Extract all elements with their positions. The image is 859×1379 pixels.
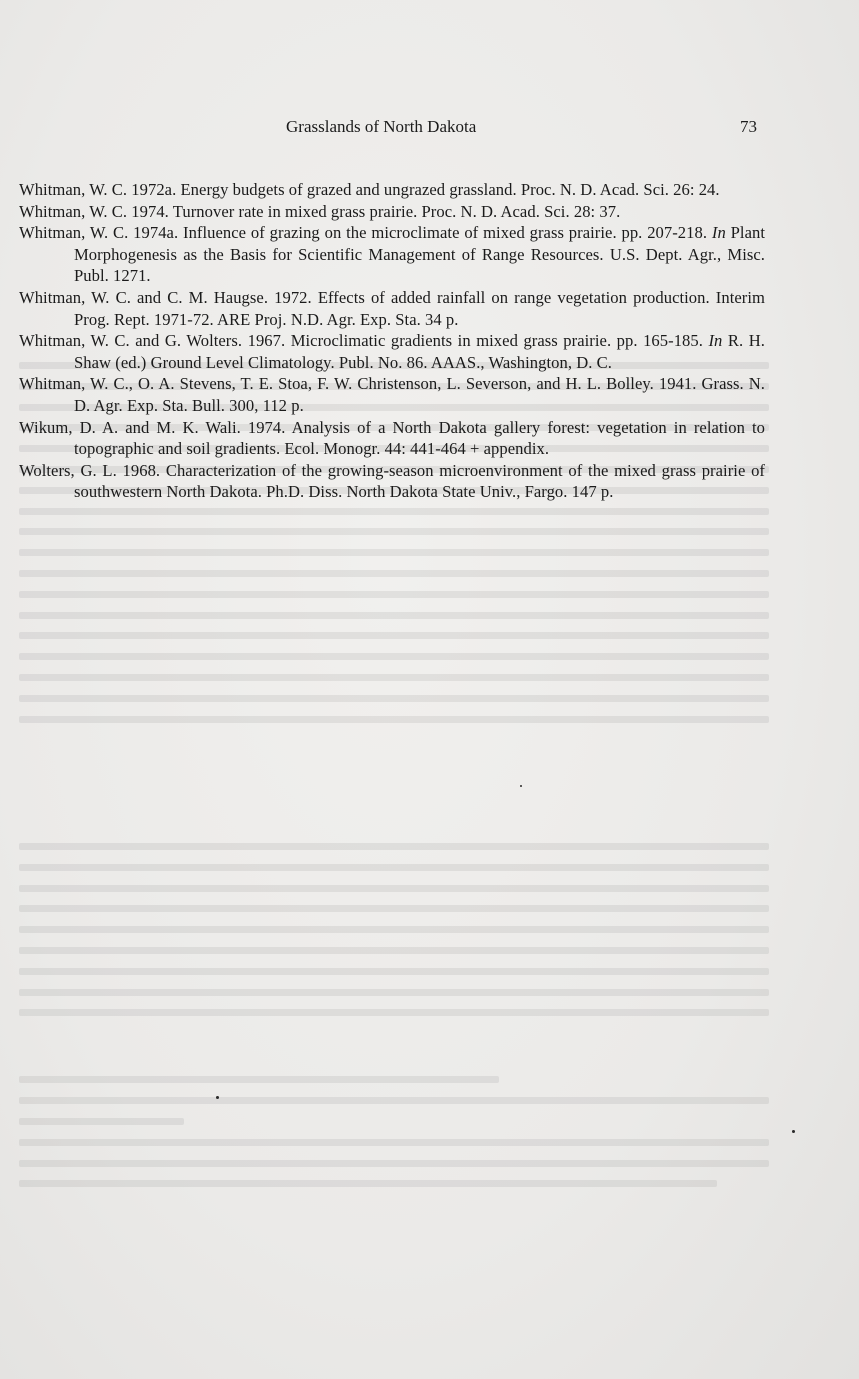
reference-text: Whitman, W. C., O. A. Stevens, T. E. Stoa, F. W. Christenson, L. Severson, and H. L. Bolley. 1941. Grass. N. D. Agr. Exp. Sta. Bull. 300, 112 p.	[19, 374, 765, 415]
reference-entry	[19, 287, 765, 330]
reference-entry	[19, 201, 765, 223]
page-number: 73	[740, 117, 757, 136]
running-title: Grasslands of North Dakota	[286, 117, 477, 136]
reference-text: Whitman, W. C. and G. Wolters. 1967. Microclimatic gradients in mixed grass prairie. pp. 165-185.	[19, 331, 709, 351]
paper-speck	[792, 1130, 795, 1133]
show-through-study-area-lines	[19, 843, 769, 1030]
reference-text: Wikum, D. A. and M. K. Wali. 1974. Analysis of a North Dakota gallery forest: vegetation in relation to topographic and soil gradients. Ecol. Monogr. 44: 441-464 + appendix.	[19, 417, 765, 459]
reference-list	[19, 179, 765, 503]
reference-entry	[19, 330, 765, 373]
reference-text-continued: Plant Morphogenesis as the Basis for Scientific Management of Range Resources. U.S. Dept. Agr., Misc. Publ. 1271.	[74, 223, 765, 286]
reference-italic-text: In	[711, 223, 726, 243]
reference-entry	[19, 222, 765, 287]
reference-text: Wolters, G. L. 1968. Characterization of the growing-season microenvironment of the mixed grass prairie of southwestern North Dakota. Ph.D. Diss. North Dakota State Univ., Fargo. 147 p.	[19, 460, 765, 502]
reference-text: Whitman, W. C. 1974a. Influence of grazing on the microclimate of mixed grass prairie. pp. 207-218.	[19, 223, 712, 243]
page-header	[0, 117, 859, 141]
reference-text: Whitman, W. C. and C. M. Haugse. 1972. Effects of added rainfall on range vegetation production. Interim Prog. Rept. 1971-72. ARE Proj. N.D. Agr. Exp. Sta. 34 p.	[19, 287, 765, 329]
reference-entry	[19, 373, 765, 416]
reference-entry	[19, 179, 765, 201]
reference-italic-text: In	[708, 331, 723, 351]
reference-text: Whitman, W. C. 1974. Turnover rate in mixed grass prairie. Proc. N. D. Acad. Sci. 28: 37.	[19, 201, 621, 221]
reference-text-continued: R. H. Shaw (ed.) Ground Level Climatology. Publ. No. 86. AAAS., Washington, D. C.	[74, 331, 765, 372]
reference-entry	[19, 417, 765, 460]
show-through-footnote-lines	[19, 1076, 769, 1201]
paper-speck	[216, 1096, 219, 1099]
reference-entry	[19, 460, 765, 503]
paper-speck	[520, 785, 522, 787]
reference-text: Whitman, W. C. 1972a. Energy budgets of grazed and ungrazed grassland. Proc. N. D. Acad. Sci. 26: 24.	[19, 180, 720, 199]
